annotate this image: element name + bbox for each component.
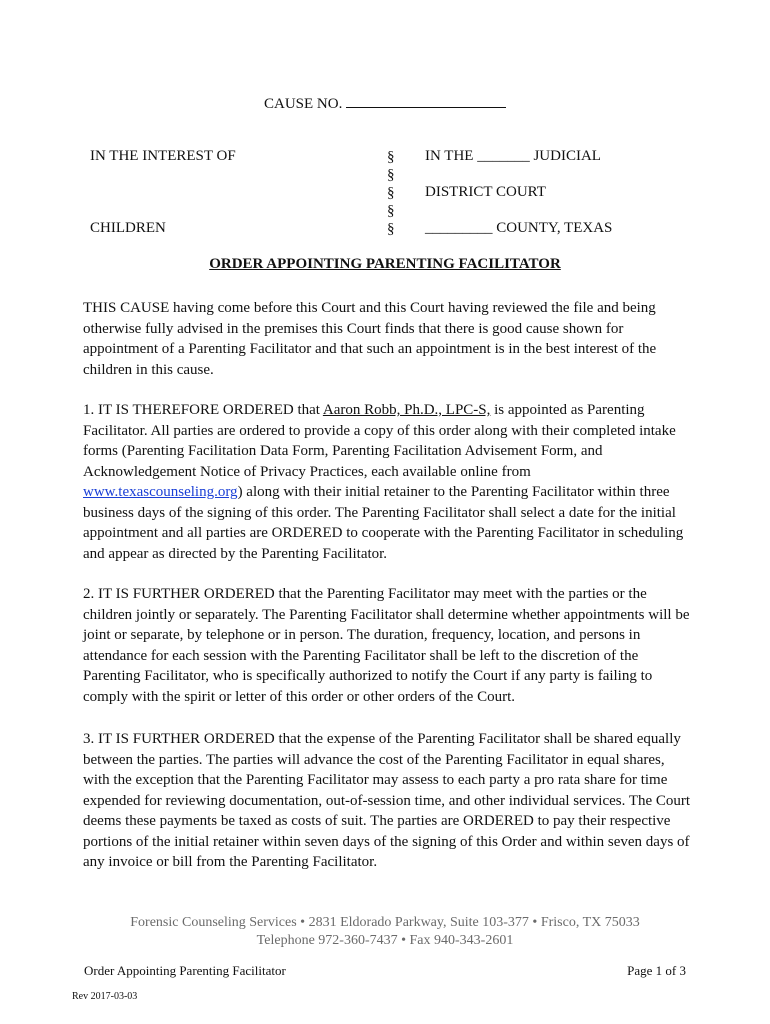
order-1-text-c: ) along with their initial retainer to the Parenting Facilitator within three business days of the signing of this order. The Parenting Facilitator shall select a date for the initial appointment and all parties are ORDERED to cooperate with the Parenting Facilitator in scheduling and appear as directed by the Parenting Facilitator. [83,484,684,562]
caption-interest-of: IN THE INTEREST OF [90,148,236,164]
order-1-text-b: is appointed as Parenting Facilitator. All parties are ordered to provide a copy of this order along with their completed intake forms (Parenting Facilitation Data Form, Parenting Facilitation Advisement Form, and Acknowledgement Notice of Privacy Practices, each available online from [83,402,676,480]
order-paragraph-1 [83,400,693,564]
caption-children: CHILDREN [90,220,166,236]
order-1-text-a: 1. IT IS THEREFORE ORDERED that [83,402,323,418]
caption-county: _________ COUNTY, TEXAS [425,220,613,236]
section-sign: § [387,203,395,219]
footer-page-number: Page 1 of 3 [627,963,686,978]
footer-contact: Telephone 972-360-7437 • Fax 940-343-2601 [256,933,514,948]
document-title: ORDER APPOINTING PARENTING FACILITATOR [209,256,561,272]
order-paragraph-2: 2. IT IS FURTHER ORDERED that the Parenting Facilitator may meet with the parties or the children jointly or separately. The Parenting Facilitator shall determine whether appointments will be joint or separate, by telephone or in person. The duration, frequency, location, and persons in attendance for each session with the Parenting Facilitator shall be left to the discretion of the Parenting Facilitator, who is specifically authorized to notify the Court if any party is failing to comply with the spirit or letter of this order or other orders of the Court. [83,586,690,705]
revision-label: Rev 2017-03-03 [72,991,138,1002]
order-paragraph-3: 3. IT IS FURTHER ORDERED that the expense of the Parenting Facilitator shall be shared equally between the parties. The parties will advance the cost of the Parenting Facilitator in equal shares, with the exception that the Parenting Facilitator may assess to each party a pro rata share for time expended for reviewing documentation, out-of-session time, and other individual services. The Court deems these payments be taxed as costs of suit. The parties are ORDERED to pay their respective portions of the initial retainer within seven days of the signing of this Order and within seven days of any invoice or bill from the Parenting Facilitator. [83,731,691,870]
section-sign: § [387,167,395,183]
caption-judicial: IN THE _______ JUDICIAL [425,148,601,164]
section-sign: § [387,149,395,165]
caption-district-court: DISTRICT COURT [425,184,546,200]
intro-paragraph: THIS CAUSE having come before this Court and this Court having reviewed the file and being otherwise fully advised in the premises this Court finds that there is good cause shown for appointment of a Parenting Facilitator and that such an appointment is in the best interest of the children in this cause. [83,300,657,378]
footer-address: Forensic Counseling Services • 2831 Eldorado Parkway, Suite 103-377 • Frisco, TX 75033 [130,915,640,930]
section-sign: § [387,221,395,237]
section-sign: § [387,185,395,201]
cause-number [264,95,506,113]
facilitator-name: Aaron Robb, Ph.D., LPC-S, [322,402,491,418]
website-link[interactable]: www.texascounseling.org [83,484,238,500]
cause-number-blank [346,95,506,108]
cause-label: CAUSE NO. [264,96,343,112]
footer-document-name: Order Appointing Parenting Facilitator [84,963,286,978]
